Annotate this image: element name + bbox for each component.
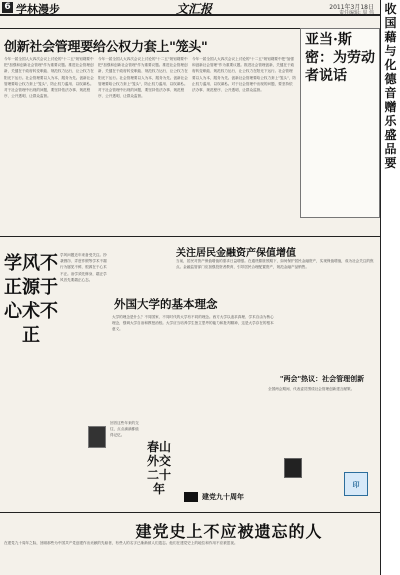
- body-foreign-universities: 大学的理念是什么？不同国家、不同时代的大学有不同的理念。西方大学以追求真理、学术自由为核心理念，强调大学自治和教授治校。大学应当培养学生独立思考的能力和批判精神，这是大学存在的根本意义。: [112, 315, 274, 332]
- body-finance: 当前，居民对资产保值增值的需求日益增强。在通货膨胀预期下，如何保护居民金融资产，实现保值增值，成为社会关注的焦点。金融监管部门应加强投资者教育，引导居民合理配置资产，规范金融产品销售。: [176, 259, 374, 270]
- masthead: [0, 0, 400, 16]
- body-academic-ethics: 学风问题近年来备受关注。抄袭剽窃、弄虚作假等学术不端行为屡见不鲜，根源在于心术不正。治学须先修身，端正学风首先要端正心态。: [60, 253, 107, 282]
- headline-party-history: 建党史上不应被遗忘的人: [135, 522, 323, 541]
- editor-line: 责任编辑: 周 伟: [339, 10, 374, 16]
- body-party-history: 在建党九十周年之际，回顾那些为中国共产党创建作出贡献的先驱者，有些人的名字已渐渐被人们遗忘。他们在建党史上的地位和作用不应被忽视。: [4, 541, 238, 545]
- page-number: 6: [2, 2, 13, 13]
- box-adam-smith: [300, 28, 380, 218]
- body-social-management-col2: 今年一届全国人大四次会议上讨论的"十二五"规划纲要中把"加强和创新社会管理"作为重要议题。推进社会管理创新，关键在于政府转变职能、规范权力运行，让公权力在阳光下运行。社会管理要以人为本，服务为先。创新社会管理要给公权力套上"笼头"，防止权力滥用、以权谋私。对于社会管理中出现的问题，要坚持依法办事、规范程序、公开透明，让群众监督。: [98, 57, 188, 99]
- seal-stamp: 印: [344, 472, 368, 496]
- body-two-sessions: 全国两会期间，代表委员围绕社会管理创新建言献策。: [268, 387, 355, 391]
- portrait-photo-2: [284, 458, 302, 478]
- headline-finance: 关注居民金融资产保值增值: [176, 248, 296, 259]
- rule-bottom: [0, 512, 380, 513]
- paper-name: 文汇报: [176, 2, 213, 16]
- rule-mid: [0, 236, 380, 237]
- body-social-management-col3: 今年一届全国人大四次会议上讨论的"十二五"规划纲要中把"加强和创新社会管理"作为重要议题。推进社会管理创新，关键在于政府转变职能、规范权力运行，让公权力在阳光下运行。社会管理要以人为本，服务为先。创新社会管理要给公权力套上"笼头"，防止权力滥用、以权谋私。对于社会管理中出现的问题，要坚持依法办事、规范程序、公开透明，让群众监督。: [192, 57, 296, 93]
- vertical-title-academic-ethics: 学风不正源于心术不正: [4, 253, 58, 346]
- headline-foreign-universities: 外国大学的基本理念: [114, 297, 218, 311]
- body-social-management: 今年一届全国人大四次会议上讨论的"十二五"规划纲要中把"加强和创新社会管理"作为重要议题。推进社会管理创新，关键在于政府转变职能、规范权力运行，让公权力在阳光下运行。社会管理要以人为本，服务为先。创新社会管理要给公权力套上"笼头"，防止权力滥用、以权谋私。对于社会管理中出现的问题，要坚持依法办事、规范程序、公开透明，让群众监督。: [4, 57, 94, 99]
- anniversary-logo-label: 建党九十周年: [202, 493, 244, 501]
- section-name: 学林漫步: [16, 3, 60, 16]
- right-strip: [380, 0, 400, 575]
- headline-adam-smith: 亚当·斯密：为劳动者说话: [305, 32, 375, 84]
- issue-date: 2011年3月18日: [329, 4, 374, 11]
- body-diplomacy: 回首这些年来的交往，点点滴滴都值得记忆。: [110, 421, 139, 438]
- portrait-photo: [88, 426, 106, 448]
- headline-social-management: 创新社会管理要给公权力套上"笼头": [4, 40, 208, 55]
- vertical-title-diplomacy: 春山外交二十年: [146, 440, 171, 496]
- right-strip-text: 收国藉与化德音赠乐盛品要: [384, 2, 397, 170]
- anniversary-logo: [184, 492, 198, 502]
- headline-two-sessions: "两会"热议：社会管理创新: [279, 375, 365, 383]
